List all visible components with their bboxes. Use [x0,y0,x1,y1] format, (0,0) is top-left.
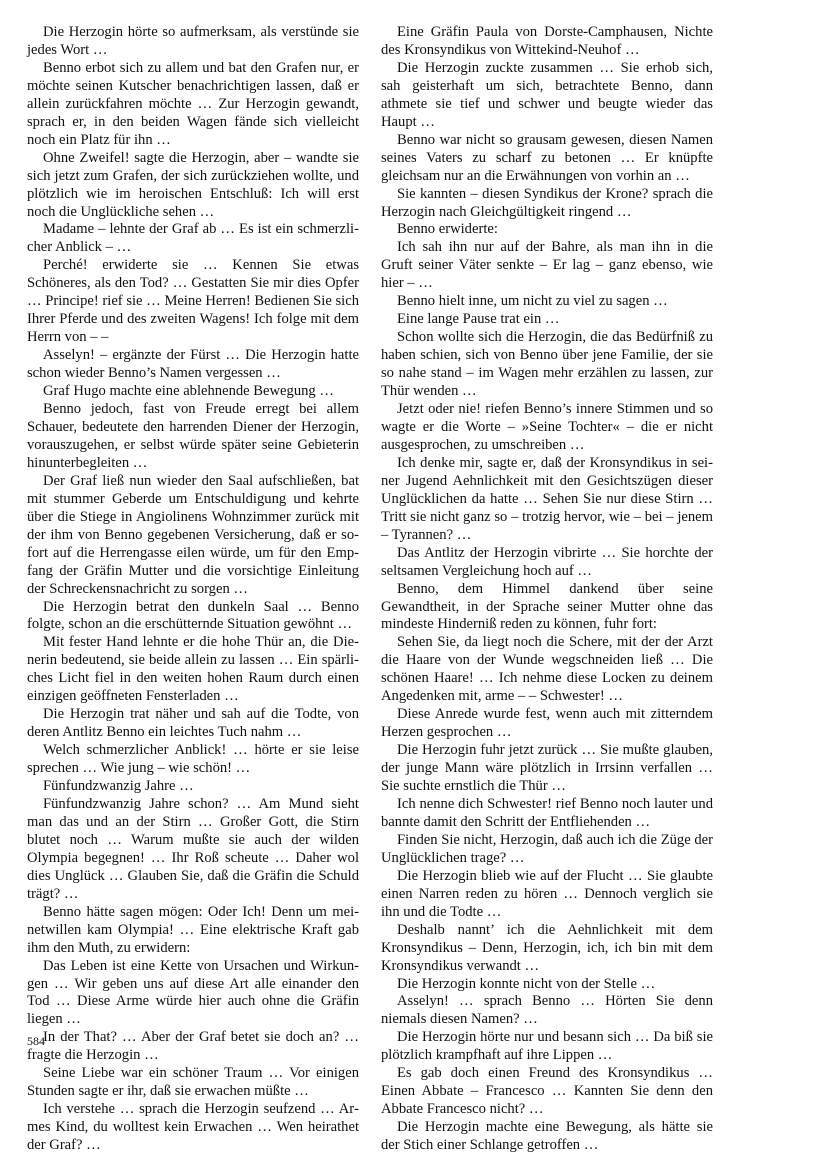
paragraph: Fünfundzwanzig Jahre schon? … Am Mund sieht man das und an der Stirn … Großer Gott, die Stirn blutet noch … Warum mußte sie auch der wilden Olympia begegnen! … Ihr Roß scheute … Daher wol dies Unglück … Glauben Sie, daß die Gräfin die Schuld trägt? … [27,795,359,902]
paragraph: Graf Hugo machte eine ablehnende Bewegung … [43,383,334,400]
paragraph: Fünfundzwanzig Jahre … [43,778,194,795]
paragraph: Jetzt oder nie! riefen Benno’s innere Stimmen und so wagte er die Worte – »Seine Tochter« – die er nicht ausgesprochen, zu umschreiben … [381,401,713,453]
left-text-column [27,24,359,1155]
paragraph: Diese Anrede wurde fest, wenn auch mit zitterndem Herzen gesprochen … [381,706,713,741]
paragraph: Ich verstehe … sprach die Herzogin seufzend … Armes Kind, du wolltest kein Erwachen … Wen heirathet der Graf? … [27,1101,359,1154]
paragraph: Die Herzogin betrat den dunkeln Saal … Benno folgte, schon an die erschütternde Situation gewöhnt … [27,598,359,633]
paragraph: Die Herzogin hörte so aufmerksam, als verstünde sie jedes Wort … [27,24,359,58]
paragraph: Ohne Zweifel! sagte die Herzogin, aber – wandte sie sich jetzt zum Grafen, der sich zurückziehen wollte, und plötzlich wie im heroischen Entschluß: Ich will erst noch die Unglückliche sehen … [27,149,359,220]
paragraph: Die Herzogin fuhr jetzt zurück … Sie mußte glauben, der junge Mann wäre plötzlich in Irrsinn verfallen … Sie suchte ernstlich die Thür … [381,742,713,795]
paragraph: Der Graf ließ nun wieder den Saal aufschließen, bat mit stummer Geberde um Entschuldigung und kehrte über die Stiege in Angiolinens Wohnzimmer zurück mit der ihm von Benno gegebenen Versicherung, daß er sofort auf die Herrengasse eilen würde, um für den Empfang der Gräfin Mutter und die vorsichtige Einleitung der Schreckensnachricht zu sorgen … [27,472,359,597]
paragraph: Die Herzogin blieb wie auf der Flucht … Sie glaubte einen Narren reden zu hören … Dennoch verglich sie ihn und die Todte … [381,867,713,920]
paragraph: Mit fester Hand lehnte er die hohe Thür an, die Dienerin bedeutend, sie beide allein zu lassen … Ein spärliches Licht fiel in den weiten hohen Raum durch einen einzigen geöffneten Fensterladen … [27,634,359,705]
paragraph: Seine Liebe war ein schöner Traum … Vor einigen Stunden sagte er ihr, daß sie erwachen müßte … [27,1065,359,1100]
paragraph: Ich nenne dich Schwester! rief Benno noch lauter und bannte damit den Schritt der Entfliehenden … [381,795,713,830]
paragraph: Madame – lehnte der Graf ab … Es ist ein schmerzlicher Anblick – … [27,221,359,256]
paragraph: Die Herzogin machte eine Bewegung, als hätte sie der Stich einer Schlange getroffen … [381,1119,713,1154]
paragraph: Deshalb nannt’ ich die Aehnlichkeit mit dem Kronsyndikus – Denn, Herzogin, ich, ich bin mit dem Kronsyndikus verwandt … [381,921,713,974]
paragraph: Sehen Sie, da liegt noch die Schere, mit der der Arzt die Haare von der Wunde wegschneiden ließ … Die schönen Haare! … Ich nehme diese Locken zu deinem Angedenken mit, arme – – Schwester! … [381,634,713,705]
paragraph: Benno jedoch, fast von Freude erregt bei allem Schauer, bedeutete den harrenden Diener der Herzogin, vorauszugehen, er selbst würde später seine Gebieterin hinunterbegleiten … [27,401,359,471]
paragraph: Die Herzogin konnte nicht von der Stelle … [397,975,656,992]
paragraph: Sie kannten – diesen Syndikus der Krone? sprach die Herzogin nach Gleichgültigkeit ringend … [381,185,713,220]
paragraph: Die Herzogin zuckte zusammen … Sie erhob sich, sah geisterhaft um sich, betrachtete Benno, dann athmete sie tief und schwer und beugte wieder das Haupt … [381,59,713,130]
paragraph: Das Antlitz der Herzogin vibrirte … Sie horchte der seltsamen Vergleichung hoch auf … [381,544,713,579]
paragraph: Das Leben ist eine Kette von Ursachen und Wirkungen … Wir geben uns auf diese Art alle einander den Tod … Diese Arme würde hier auch ohne die Gräfin liegen … [27,957,359,1028]
paragraph: In der That? … Aber der Graf betet sie doch an? … fragte die Herzogin … [27,1029,359,1064]
right-text-column [381,24,713,1155]
paragraph: Benno erbot sich zu allem und bat den Grafen nur, er möchte seinen Kutscher benachrichtigen lassen, daß er allein zurückfahren möchte … Zur Herzogin gewandt, sprach er, in den beiden Wagen fände sich vielleicht noch ein Platz für ihn … [27,59,359,148]
paragraph: Benno, dem Himmel dankend über seine Gewandtheit, in der Sprache seiner Mutter ohne das mindeste Hinderniß reden zu können, fuhr fort: [381,580,713,633]
paragraph: Benno erwiderte: [397,221,498,238]
paragraph: Die Herzogin hörte nur und besann sich … Da biß sie plötzlich krampfhaft auf ihre Lippen … [381,1029,713,1064]
paragraph: Asselyn! – ergänzte der Fürst … Die Herzogin hatte schon wieder Benno’s Namen vergessen … [27,347,359,382]
paragraph: Benno hielt inne, um nicht zu viel zu sagen … [397,293,668,310]
paragraph: Finden Sie nicht, Herzogin, daß auch ich die Züge der Unglücklichen trage? … [381,831,713,866]
paragraph: Die Herzogin trat näher und sah auf die Todte, von deren Antlitz Benno ein leichtes Tuch nahm … [27,706,359,741]
paragraph: Ich denke mir, sagte er, daß der Kronsyndikus in seiner Jugend Aehnlichkeit mit den Gesichtszügen dieser Unglücklichen da hatte … Sehen Sie nur diese Stirn … Tritt sie nicht ganz so – trotzig hervor, wie – bei – jenem – Tyrannen? … [381,454,713,543]
paragraph: Benno war nicht so grausam gewesen, diesen Namen seines Vaters zu scharf zu betonen … Er knüpfte gleichsam nur an die Erwähnungen von vorhin an … [381,131,713,184]
paragraph: Benno hätte sagen mögen: Oder Ich! Denn um meinetwillen kam Olympia! … Eine elektrische Kraft gab ihm den Muth, zu erwidern: [27,903,359,956]
paragraph: Perché! erwiderte sie … Kennen Sie etwas Schöneres, als den Tod? … Gestatten Sie mir dies Opfer … Principe! rief sie … Meine Herren! Bedienen Sie sich Ihrer Pferde und des zweiten Wagens! Ich folge mit dem Herrn von – – [27,257,359,346]
paragraph: Schon wollte sich die Herzogin, die das Bedürfniß zu haben schien, sich von Benno über jene Familie, der sie so nahe stand – im Wagen mehr erzählen zu lassen, zur Thür wenden … [381,329,713,400]
paragraph: Welch schmerzlicher Anblick! … hörte er sie leise sprechen … Wie jung – wie schön! … [27,742,359,777]
paragraph: Asselyn! … sprach Benno … Hörten Sie denn niemals diesen Namen? … [381,993,713,1028]
paragraph: Es gab doch einen Freund des Kronsyndikus … Einen Abbate – Francesco … Kannten Sie denn den Abbate Francesco nicht? … [381,1065,713,1118]
paragraph: Eine lange Pause trat ein … [397,311,560,328]
page-number: 584 [27,1034,45,1048]
paragraph: Ich sah ihn nur auf der Bahre, als man ihn in die Gruft seiner Väter senkte – Er lag – ganz ebenso, wie hier – … [381,239,713,292]
paragraph: Eine Gräfin Paula von Dorste-Camphausen, Nichte des Kronsyndikus von Wittekind-Neuhof … [381,24,713,58]
